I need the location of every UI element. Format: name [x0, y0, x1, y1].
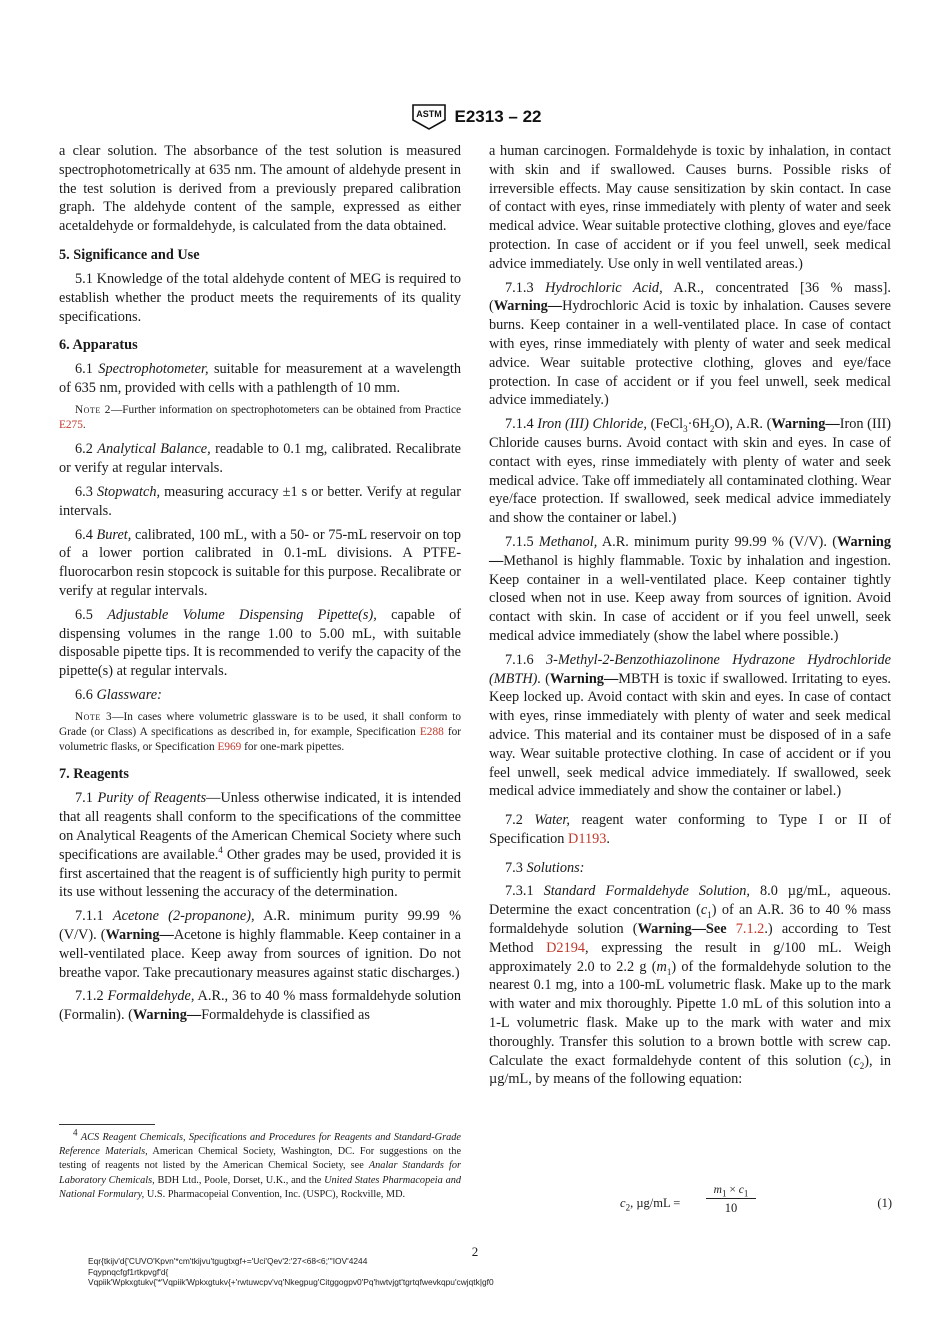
para-6-1: 6.1 Spectrophotometer, suitable for measurement at a wavelength of 635 nm, provided with cells with a pathlength of 10 mm. — [59, 361, 461, 397]
footnote-divider — [59, 1124, 155, 1125]
formaldehyde-warning-cont: a human carcinogen. Formaldehyde is toxic by inhalation, in contact with skin and if swallowed. Causes burns. Possible risks of irreversible effects. May cause sensitization by skin contact. In case of contact with eyes, rinse immediately with plenty of water and seek medical advice. Wear suitable protective clothing, gloves and eye/face protection. In case of accident or if you feel unwell, seek medical advice immediately. Use only in well ventilated areas.) — [489, 143, 891, 272]
section-5-heading: 5. Significance and Use — [59, 246, 200, 263]
para-7-3-1: 7.3.1 Standard Formaldehyde Solution, 8.0 µg/mL, aqueous. Determine the exact concentration $(c_1)$ of an A.R. 36 to 40 % mass formaldehyde solution (Warning—See 7.1.2.) according to Test Method D2194, expressing the result in g/100 mL. Weigh approximately 2.0 to 2.2 g $(m_1)$ of the formaldehyde solution to the nearest 0.1 mg, into a 100-mL volumetric flask. Make up to the mark with water and mix thoroughly. Pipette 1.0 mL of this solution into a 1-L volumetric flask. Make up to the mark with water and mix thoroughly. Transfer this solution to a brown bottle with screw cap. Calculate the exact formaldehyde content of this solution $(c_2)$, in µg/mL, by means of the following equation: — [489, 883, 891, 1088]
ref-7-1-2-link[interactable]: 7.1.2 — [735, 921, 765, 938]
equation-number: (1) — [877, 1196, 892, 1210]
para-7-2: 7.2 Water, reagent water conforming to Type I or II of Specification D1193. — [489, 812, 891, 847]
para-7-1-3: 7.1.3 Hydrochloric Acid, A.R., concentrated [36 % mass]. (Warning—Hydrochloric Acid is toxic by inhalation. Causes severe burns. Keep container in a well-ventilated place. In case of contact with eyes, rinse immediately with plenty of water and seek medical advice. Wear suitable protective clothing, gloves and eye/face protection. In case of accident or if you feel unwell, seek medical advice immediately.) — [489, 279, 891, 409]
para-6-4: 6.4 Buret, calibrated, 100 mL, with a 50- or 75-mL reservoir on top of a lower portion calibrated in 0.1-mL divisions. A PTFE-fluorocarbon resin stopcock is suitable for this purpose. Recalibrate or verify at regular intervals. — [59, 526, 461, 599]
license-line-3: Vqpiik'Wpkxgtukv{'*'Vqpiik'Wpkxgtukv{+'rwtuwcpv'vq'Nkegpug'Citggogpv0'Pq'hwtvjgt'tgrtqfwevkqpu'cwjqtk|gf0 — [88, 1277, 494, 1288]
para-6-6: 6.6 Glassware: — [75, 686, 162, 703]
para-7-1: 7.1 Purity of Reagents—Unless otherwise indicated, it is intended that all reagents shall conform to the specifications of the committee on Analytical Reagents of the American Chemical Society where such specifications are available.$^4$ Other grades may be used, provided it is first ascertained that the reagent is of sufficiently high purity to permit its use without lessening the accuracy of the determination. — [59, 790, 462, 901]
para-7-1-1: 7.1.1 Acetone (2-propanone), A.R. minimum purity 99.99 % (V/V). (Warning—Acetone is highly flammable. Keep container in a well-ventilated place. Keep away from sources of ignition. Do not breathe vapor. Take precautionary measures against static discharges.) — [59, 908, 462, 981]
ref-d1193-link[interactable]: D1193 — [568, 830, 607, 847]
para-7-1-6: 7.1.6 3-Methyl-2-Benzothiazolinone Hydrazone Hydrochloride (MBTH). (Warning—MBTH is toxic if swallowed. Irritating to eyes. Keep locked up. Avoid contact with skin and eyes. In case of contact with eyes, rinse immediately with plenty of water and seek medical advice. This material and its container must be disposed of in a safe way. Wear suitable protective clothing. In case of accident or if you feel unwell, seek medical advice immediately. If swallowed, seek medical advice immediately and show the container or label.) — [489, 651, 891, 800]
footnote-4: $^4$ ACS Reagent Chemicals, Specifications and Procedures for Reagents and Standard-Grade Reference Materials, American Chemical Society, Washington, DC. For suggestions on the testing of reagents not listed by the American Chemical Society, see Analar Standards for Laboratory Chemicals, BDH Ltd., Poole, Dorset, U.K., and the United States Pharmacopeia and National Formulary, U.S. Pharmacopeial Convention, Inc. (USPC), Rockville, MD. — [59, 1127, 462, 1200]
ref-e969-link[interactable]: E969 — [217, 741, 242, 754]
para-6-2: 6.2 Analytical Balance, readable to 0.1 mg, calibrated. Recalibrate or verify at regular intervals. — [59, 441, 462, 477]
ref-e275-link[interactable]: E275 — [59, 419, 83, 432]
ref-d2194-link[interactable]: D2194 — [546, 939, 586, 956]
intro-paragraph: a clear solution. The absorbance of the test solution is measured spectrophotometrically at 635 nm. The amount of aldehyde present in the test solution is derived from a previously prepared calibration graph. The aldehyde content of the sample, expressed as either acetaldehyde or formaldehyde, is calculated from the data obtained. — [59, 143, 461, 235]
para-7-1-5: 7.1.5 Methanol, A.R. minimum purity 99.99 % (V/V). (Warning—Methanol is highly flammable. Toxic by inhalation and ingestion. Keep container in a well-ventilated place. Keep container tightly closed when not in use. Keep away from sources of ignition. Avoid contact with skin. In case of accident or if you feel unwell, seek medical advice immediately (show the label where possible.) — [489, 533, 892, 644]
para-5-1: 5.1 Knowledge of the total aldehyde content of MEG is required to establish whether the product meets the requirements of its quality specifications. — [59, 270, 461, 325]
note-3: Note 3—In cases where volumetric glassware is to be used, it shall conform to Grade (or Class) A specifications as described in, for example, Specification E288 for volumetric flasks, or Specification E969 for one-mark pipettes. — [59, 710, 462, 754]
para-7-1-4: 7.1.4 Iron (III) Chloride, $(FeCl_3\cdot 6H_2O)$, A.R. (Warning—Iron (III) Chloride causes burns. Avoid contact with skin and eyes. In case of contact with eyes, rinse immediately with plenty of water and seek medical advice. Take off immediately all contaminated clothing. Wear eye/face protection. If swallowed, seek medical advice immediately and show the container or label.) — [489, 416, 891, 527]
left-column — [59, 142, 461, 1030]
page-number: 2 — [471, 1244, 479, 1259]
right-column — [489, 142, 891, 1094]
license-footer — [88, 1256, 788, 1288]
para-7-1-2: 7.1.2 Formaldehyde, A.R., 36 to 40 % mass formaldehyde solution (Formalin). (Warning—Formaldehyde is classified as — [59, 988, 461, 1024]
para-6-3: 6.3 Stopwatch, measuring accuracy ±1 s or better. Verify at regular intervals. — [59, 483, 461, 519]
equation-numerator: $m_1 \times c_1$ — [706, 1184, 756, 1199]
equation-1 — [620, 1184, 892, 1222]
equation-denominator: 10 — [724, 1201, 738, 1215]
para-7-3: 7.3 Solutions: — [505, 859, 585, 876]
section-6-heading: 6. Apparatus — [59, 337, 138, 354]
standard-designation: E2313 – 22 — [454, 107, 542, 126]
para-6-5: 6.5 Adjustable Volume Dispensing Pipette(s), capable of dispensing volumes in the range 1.00 to 5.00 mL, with suitable disposable pipette tips. It is recommended to verify the capacity of the pipette(s) at regular intervals. — [59, 606, 462, 680]
page-header — [0, 104, 950, 130]
section-7-heading: 7. Reagents — [59, 766, 129, 783]
ref-e288-link[interactable]: E288 — [419, 725, 444, 738]
footnote-ref-4: 4 — [218, 844, 223, 855]
equation-fraction — [706, 1184, 756, 1216]
astm-logo-icon — [409, 104, 449, 130]
svg-text:ASTM: ASTM — [415, 109, 442, 119]
note-2: Note 2—Further information on spectrophotometers can be obtained from Practice E275. — [59, 403, 461, 432]
license-line-1: Eqr{tkijv'd{'CUVO'Kpvn'*cm'tkijvu'tgugtxgf+='Uci'Qev'2:'27<68<6;'''IOV'4244 — [88, 1256, 368, 1266]
equation-lhs: $c_2$, µg/mL = — [620, 1196, 681, 1213]
license-line-2: Fqypnqcfgf1rtkpvgf'd{ — [88, 1266, 169, 1277]
